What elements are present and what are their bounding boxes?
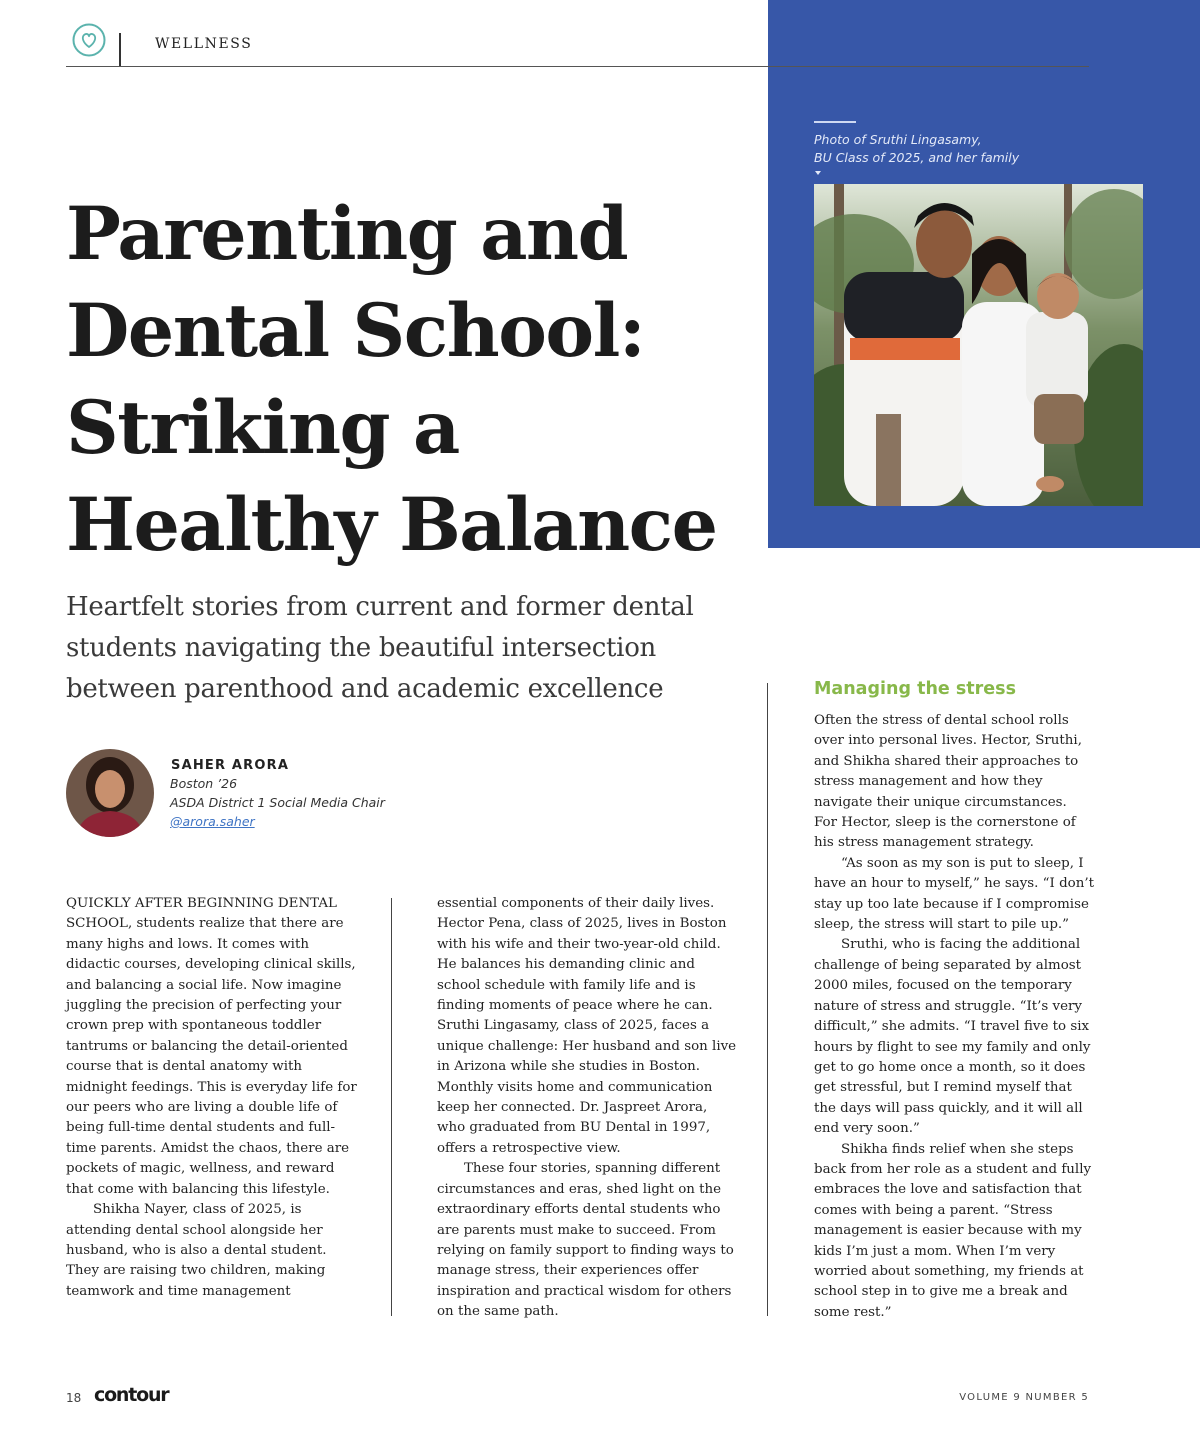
volume-issue: VOLUME 9 NUMBER 5 [959, 1392, 1089, 1403]
body-column-3 [814, 711, 1094, 1323]
body-paragraph: Shikha finds relief when she steps back from her role as a student and fully embraces the love and satisfaction that comes with being a parent. “Stress management is easier because with my kids I’m just a mom. When I’m very worried about something, my friends at school step in to give me a break and some rest.” [814, 1141, 1092, 1320]
brand-logo: contour [94, 1384, 169, 1406]
body-paragraph: essential components of their daily lives. Hector Pena, class of 2025, lives in Boston with his wife and their two-year-old child. He balances his demanding clinic and school schedule with family life and is finding moments of peace where he can. Sruthi Lingasamy, class of 2025, faces a unique challenge: Her husband and son live in Arizona while she studies in Boston. Monthly visits home and communication keep her connected. Dr. Jaspreet Arora, who graduated from BU Dental in 1997, offers a retrospective view. [437, 896, 737, 1156]
author-avatar [66, 749, 154, 837]
heart-icon [72, 23, 106, 57]
body-paragraph: Sruthi, who is facing the additional challenge of being separated by almost 2000 miles, focused on the temporary nature of stress and struggle. “It’s very difficult,” she admits. “I travel five to six hours by flight to see my family and only get to go home once a month, so it does get stressful, but I remind myself that the days will pass quickly, and it will all end very soon.” [814, 937, 1091, 1137]
body-paragraph [66, 894, 361, 1200]
author-school: Boston ’26 [170, 776, 238, 791]
title-line-2: Dental School: [66, 288, 645, 374]
body-paragraph: These four stories, spanning different circumstances and eras, shed light on the extraordinary efforts dental students who are parents must make to succeed. From relying on family support to finding ways to manage stress, their experiences offer inspiration and practical wisdom for others on the same path. [437, 1161, 734, 1320]
photo-caption [814, 131, 1074, 167]
body-paragraph: Often the stress of dental school rolls over into personal lives. Hector, Sruthi, and Shikha shared their approaches to stress management and how they navigate their unique circumstances. For Hector, sleep is the cornerstone of his stress management strategy. [814, 713, 1082, 851]
paragraph-text: students realize that there are many highs and lows. It comes with didactic courses, developing clinical skills, and balancing a social life. Now imagine juggling the precision of perfecting your crown prep with spontaneous toddler tantrums or balancing the detail-oriented course that is dental anatomy with midnight feedings. This is everyday life for our peers who are living a double life of being full-time dental students and full-time parents. Amidst the chaos, there are pockets of magic, wellness, and reward that come with balancing this lifestyle. [66, 916, 357, 1197]
header-divider [119, 33, 121, 67]
title-line-3: Striking a [66, 385, 459, 471]
section-label: WELLNESS [155, 36, 253, 52]
subtitle-line-2: students navigating the beautiful intersection [66, 633, 656, 663]
family-photo [814, 184, 1143, 506]
body-paragraph: “As soon as my son is put to sleep, I have an hour to myself,” he says. “I don’t stay up too late because if I compromise sleep, the stress will start to pile up.” [814, 855, 1094, 933]
lead-in: QUICKLY AFTER BEGINNING DENTAL SCHOOL, [66, 896, 337, 932]
subtitle-line-1: Heartfelt stories from current and former dental [66, 592, 694, 622]
caption-rule [814, 121, 856, 123]
author-handle-link[interactable]: @arora.saher [170, 814, 255, 829]
article-title [66, 186, 766, 574]
body-paragraph: Shikha Nayer, class of 2025, is attending dental school alongside her husband, who is also a dental student. They are raising two children, making teamwork and time management [66, 1202, 327, 1299]
body-column-2 [437, 894, 737, 1323]
page-number: 18 [66, 1391, 82, 1405]
author-name: SAHER ARORA [171, 758, 290, 773]
caption-line-1: Photo of Sruthi Lingasamy, [814, 132, 982, 147]
header-rule [66, 66, 1089, 67]
body-column-1 [66, 894, 361, 1302]
author-role: ASDA District 1 Social Media Chair [170, 795, 385, 810]
column-divider [767, 683, 768, 1316]
section-heading: Managing the stress [814, 679, 1016, 699]
title-line-4: Healthy Balance [66, 482, 717, 568]
article-subtitle [66, 587, 756, 710]
caret-down-icon [815, 171, 821, 175]
caption-line-2: BU Class of 2025, and her family [814, 150, 1020, 165]
subtitle-line-3: between parenthood and academic excellence [66, 674, 664, 704]
title-line-1: Parenting and [66, 191, 628, 277]
column-divider [391, 898, 392, 1316]
